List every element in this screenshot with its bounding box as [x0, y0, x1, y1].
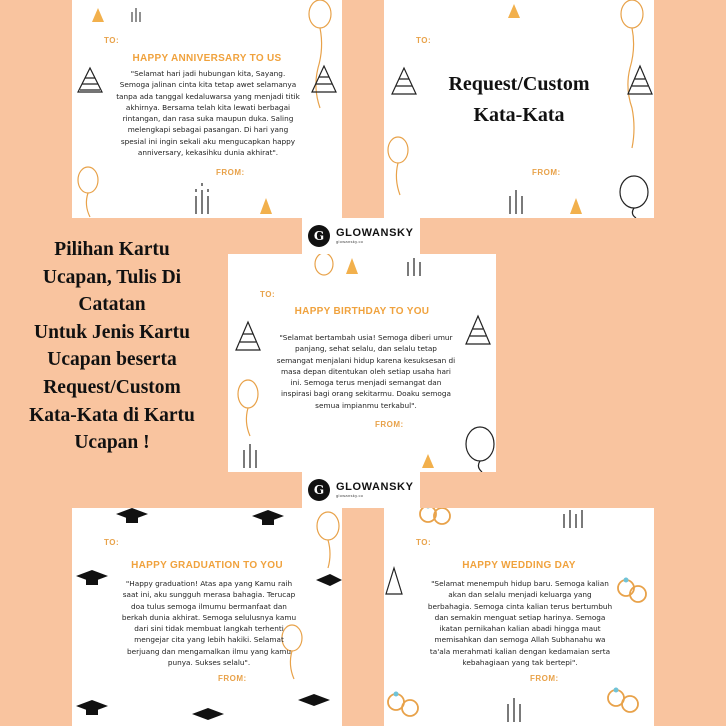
from-label: FROM:	[530, 674, 559, 683]
card-message: "Happy graduation! Atas apa yang Kamu raih saat ini, aku sungguh merasa bahagia. Terucap doa tulus semoga ilmumu bermanfaat dan berkah dunia akhirat. Semoga selulusnya kamu dari sini tidak membuat langkah terhenti mengejar cita yang lebih hakiki. Selamat berjuang dan mengamalkan ilmu yang kamu punya. Sukses selalu".	[121, 579, 297, 668]
logo-website: glowansky.co	[336, 493, 364, 498]
card-message: "Selamat hari jadi hubungan kita, Sayang. Semoga jalinan cinta kita tetap awet selamanya tanpa ada tanggal kedaluwarsa yang menjadi titik akhirnya. Bersama telah kita lewati berbagai rintangan, dan rasa suka maupun duka. Saling melengkapi sebagai pasangan. Di hari yang spesial ini ingin sekali aku mengucapkan happy anniversary, kekasihku dunia akhirat".	[116, 69, 300, 158]
caption-line: Ucapan beserta	[47, 349, 177, 371]
graduation-card	[72, 508, 342, 726]
to-label: TO:	[104, 36, 120, 45]
side-caption	[6, 236, 218, 457]
logo-name: GLOWANSKY	[336, 227, 414, 239]
custom-title-line2: Kata-Kata	[473, 104, 565, 126]
caption-line: Ucapan, Tulis Di	[42, 266, 182, 288]
to-label: TO:	[416, 36, 432, 45]
caption-line: Pilihan Kartu	[54, 239, 170, 260]
caption-line: Catatan	[78, 294, 146, 316]
glowansky-logo-mark: G	[308, 479, 330, 501]
logo-name: GLOWANSKY	[336, 481, 414, 493]
card-title: HAPPY GRADUATION TO YOU	[131, 560, 283, 571]
custom-title-line1: Request/Custom	[448, 73, 590, 95]
caption-line: Ucapan !	[74, 432, 150, 454]
glowansky-logo-mark: G	[308, 225, 330, 247]
card-title: HAPPY WEDDING DAY	[462, 560, 576, 571]
from-label: FROM:	[532, 168, 561, 177]
from-label: FROM:	[375, 420, 404, 429]
anniversary-card	[72, 0, 342, 218]
card-message: "Selamat menempuh hidup baru. Semoga kalian akan dan selalu menjadi keluarga yang berbahagia. Semoga cinta kalian terus bertumbuh dan semakin menguat setiap harinya. Semoga ikatan pernikahan kalian abadi hingga maut memisahkan dan semoga Allah Subhanahu wa ta'ala merahmati kalian dengan kedamaian serta kebahagiaan yang tak bertepi".	[427, 579, 613, 668]
to-label: TO:	[104, 538, 120, 547]
glowansky-logo	[302, 218, 420, 254]
from-label: FROM:	[218, 674, 247, 683]
logo-website: glowansky.co	[336, 239, 364, 244]
card-message: "Selamat bertambah usia! Semoga diberi umur panjang, sehat selalu, dan selalu tetap semangat menjalani hidup karena kesuksesan di masa depan ditentukan oleh setiap usaha hari ini. Semoga terus menjadi semangat dan inspirasi bagi orang sekitarmu. Doaku semoga semua impianmu terkabul".	[276, 333, 456, 410]
custom-card	[384, 0, 654, 218]
from-label: FROM:	[216, 168, 245, 177]
wedding-card	[384, 508, 654, 726]
glowansky-logo	[302, 472, 420, 508]
card-title: HAPPY BIRTHDAY TO YOU	[294, 306, 430, 317]
caption-line: Untuk Jenis Kartu	[33, 321, 191, 343]
birthday-card	[228, 254, 496, 472]
caption-line: Kata-Kata di Kartu	[29, 404, 195, 426]
to-label: TO:	[260, 290, 276, 299]
to-label: TO:	[416, 538, 432, 547]
card-title: HAPPY ANNIVERSARY TO US	[132, 53, 282, 64]
caption-line: Request/Custom	[43, 376, 181, 398]
